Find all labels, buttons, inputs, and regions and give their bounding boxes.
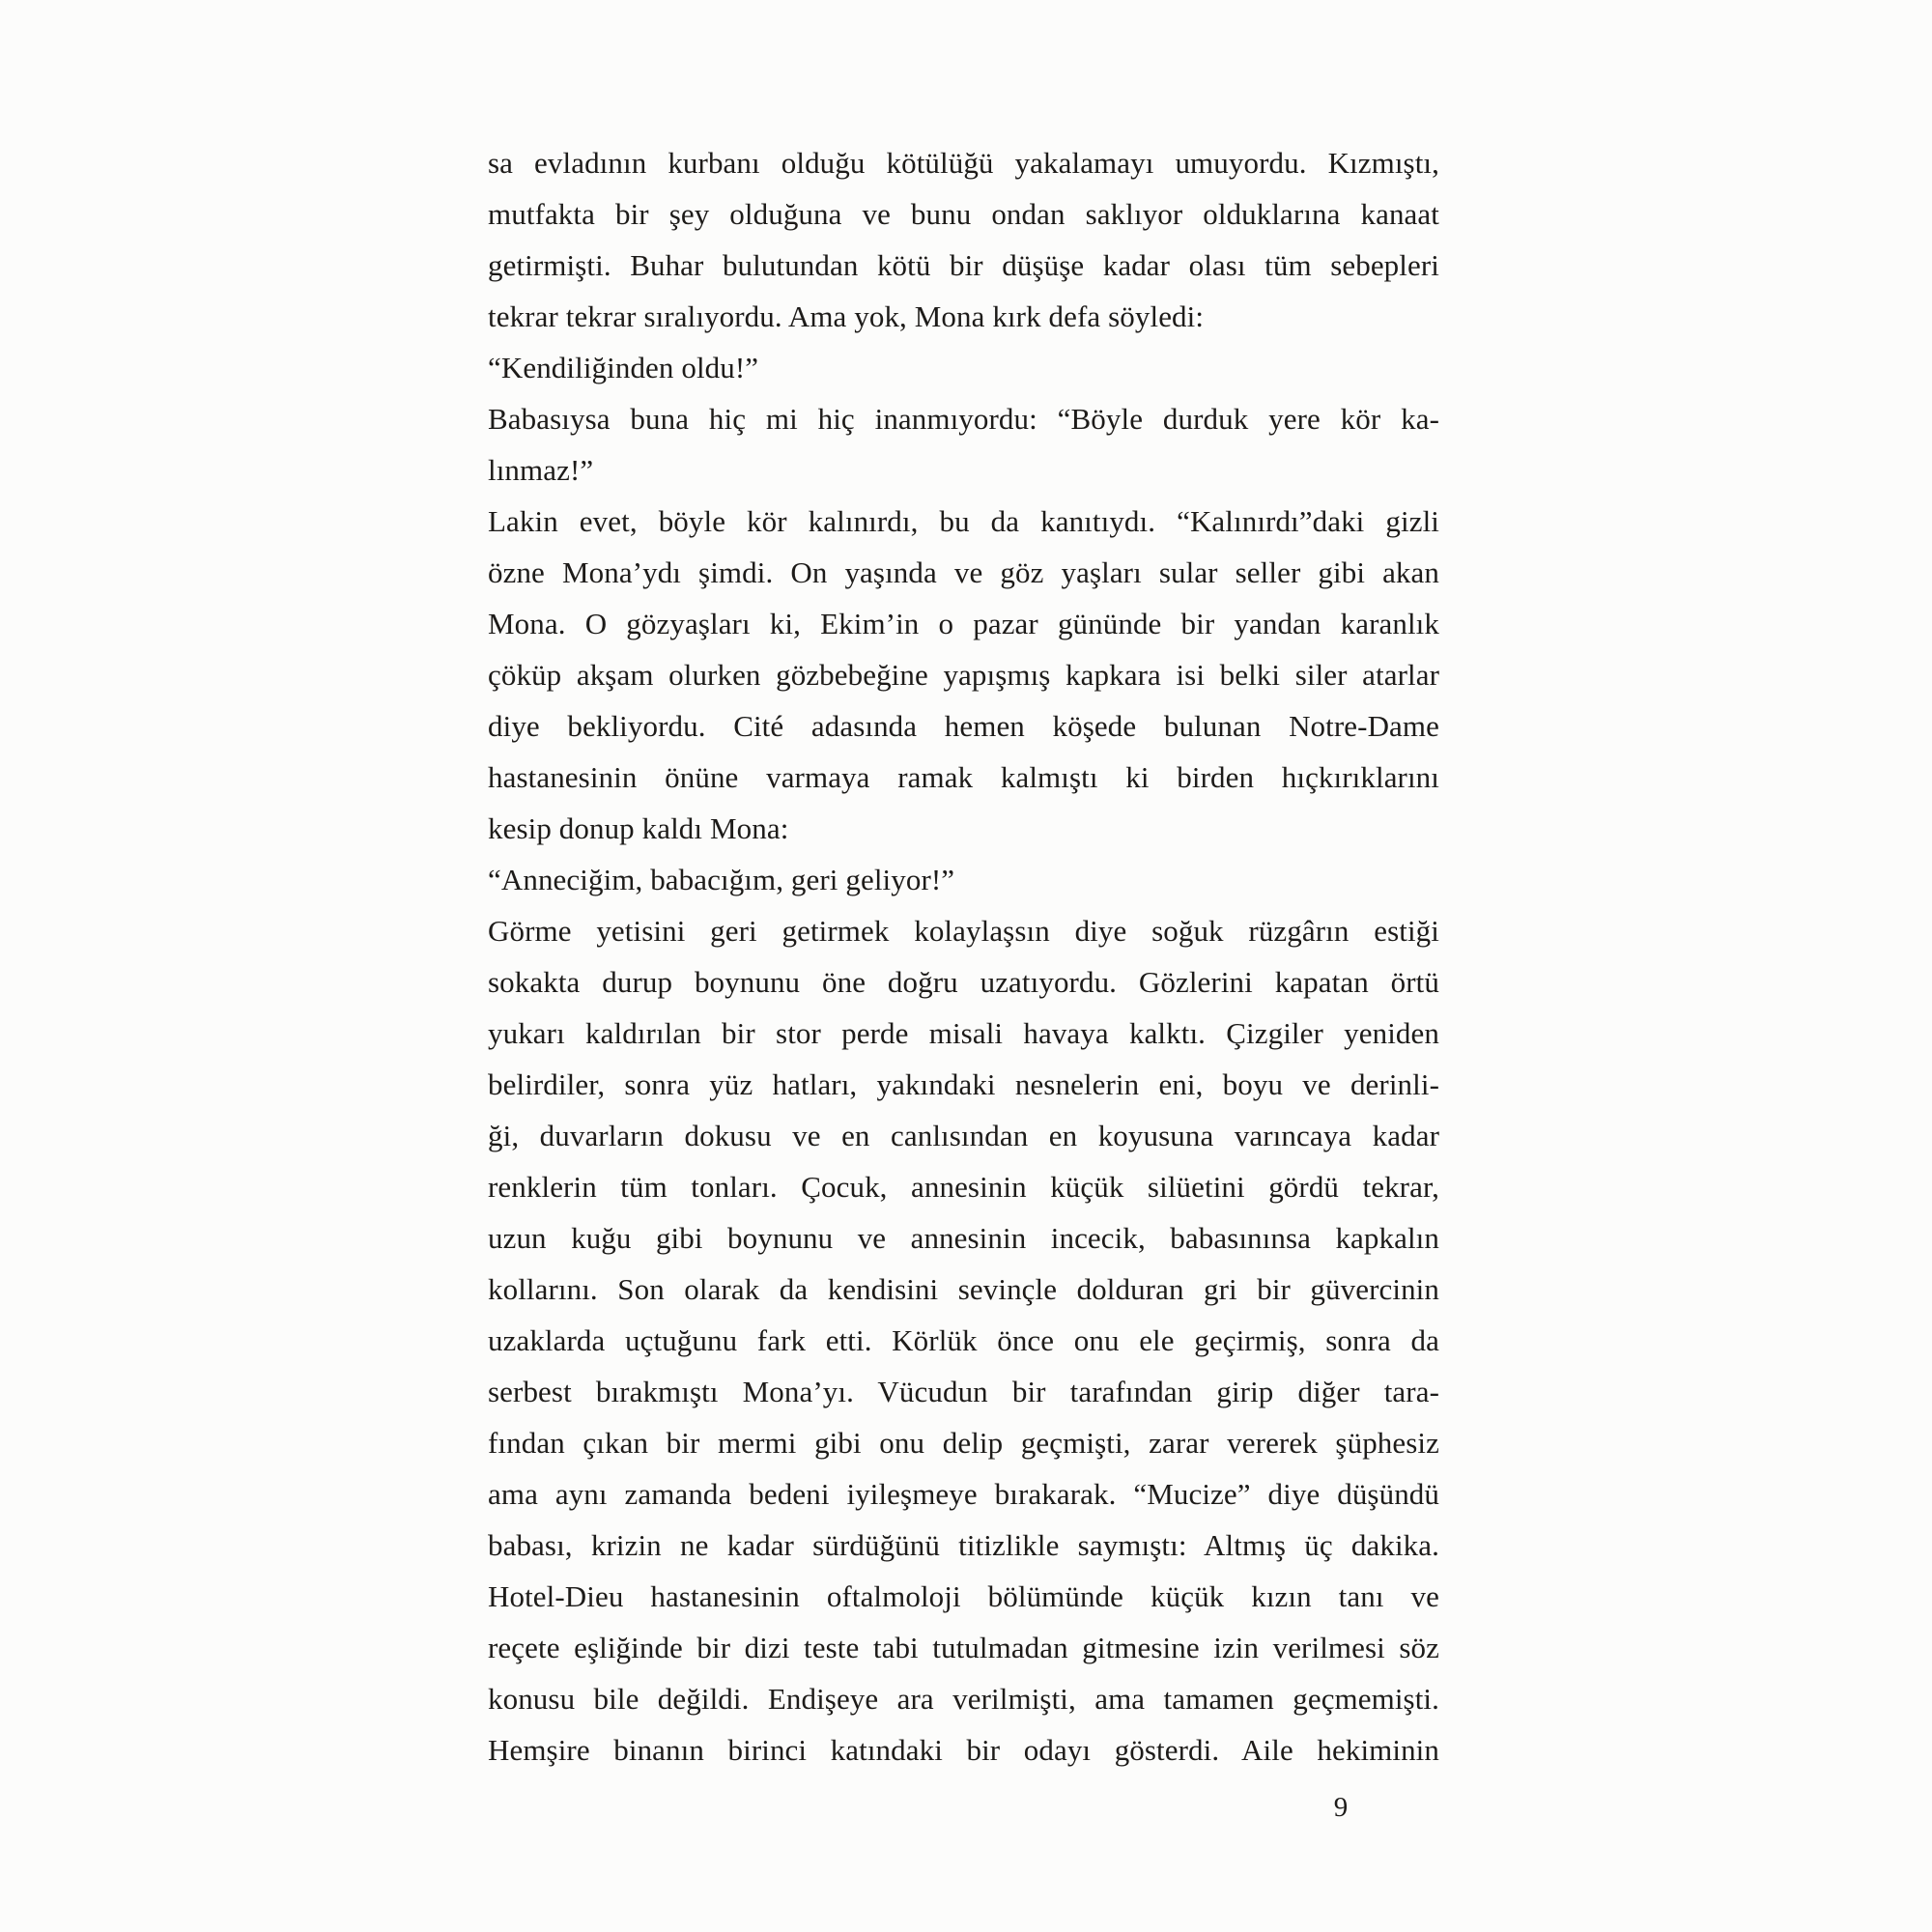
- text-line: getirmişti. Buhar bulutundan kötü bir düşüşe kadar olası tüm sebepleri: [488, 248, 1439, 282]
- page-number: 9: [1333, 1792, 1349, 1823]
- text-line: Lakin evet, böyle kör kalınırdı, bu da kanıtıydı. “Kalınırdı”daki gizli: [488, 504, 1439, 538]
- text-line: Hemşire binanın birinci katındaki bir odayı gösterdi. Aile hekiminin: [488, 1733, 1439, 1767]
- text-line: belirdiler, sonra yüz hatları, yakındaki nesnelerin eni, boyu ve derinli-: [488, 1067, 1439, 1101]
- text-line: kollarını. Son olarak da kendisini sevinçle dolduran gri bir güvercinin: [488, 1272, 1439, 1306]
- text-line: uzaklarda uçtuğunu fark etti. Körlük önce onu ele geçirmiş, sonra da: [488, 1323, 1439, 1357]
- text-line: Mona. O gözyaşları ki, Ekim’in o pazar gününde bir yandan karanlık: [488, 607, 1439, 640]
- text-line: ama aynı zamanda bedeni iyileşmeye bırakarak. “Mucize” diye düşündü: [488, 1477, 1439, 1511]
- text-line: “Anneciğim, babacığım, geri geliyor!”: [488, 863, 955, 896]
- text-line: Görme yetisini geri getirmek kolaylaşsın diye soğuk rüzgârın estiği: [488, 914, 1439, 948]
- text-line: özne Mona’ydı şimdi. On yaşında ve göz yaşları sular seller gibi akan: [488, 555, 1439, 589]
- text-line: reçete eşliğinde bir dizi teste tabi tutulmadan gitmesine izin verilmesi söz: [488, 1631, 1439, 1664]
- text-line: serbest bırakmıştı Mona’yı. Vücudun bir tarafından girip diğer tara-: [488, 1375, 1439, 1408]
- text-line: çöküp akşam olurken gözbebeğine yapışmış kapkara isi belki siler atarlar: [488, 658, 1439, 692]
- text-line: tekrar tekrar sıralıyordu. Ama yok, Mona kırk defa söyledi:: [488, 299, 1205, 333]
- text-line: hastanesinin önüne varmaya ramak kalmıştı ki birden hıçkırıklarını: [488, 760, 1439, 794]
- text-line: babası, krizin ne kadar sürdüğünü titizlikle saymıştı: Altmış üç dakika.: [488, 1528, 1439, 1562]
- text-line: lınmaz!”: [488, 453, 594, 487]
- text-line: fından çıkan bir mermi gibi onu delip geçmişti, zarar vererek şüphesiz: [488, 1426, 1439, 1460]
- text-line: sa evladının kurbanı olduğu kötülüğü yakalamayı umuyordu. Kızmıştı,: [488, 146, 1439, 180]
- text-line: uzun kuğu gibi boynunu ve annesinin incecik, babasınınsa kapkalın: [488, 1221, 1439, 1255]
- text-line: konusu bile değildi. Endişeye ara verilmişti, ama tamamen geçmemişti.: [488, 1682, 1439, 1716]
- text-line: sokakta durup boynunu öne doğru uzatıyordu. Gözlerini kapatan örtü: [488, 965, 1439, 999]
- text-line: Hotel-Dieu hastanesinin oftalmoloji bölümünde küçük kızın tanı ve: [488, 1579, 1439, 1613]
- text-line: renklerin tüm tonları. Çocuk, annesinin küçük silüetini gördü tekrar,: [488, 1170, 1439, 1204]
- text-line: “Kendiliğinden oldu!”: [488, 351, 759, 384]
- text-line: mutfakta bir şey olduğuna ve bunu ondan saklıyor olduklarına kanaat: [488, 197, 1439, 231]
- text-line: kesip donup kaldı Mona:: [488, 811, 789, 845]
- text-line: diye bekliyordu. Cité adasında hemen köşede bulunan Notre-Dame: [488, 709, 1439, 743]
- body-text: [488, 137, 1439, 1776]
- text-line: ği, duvarların dokusu ve en canlısından en koyusuna varıncaya kadar: [488, 1119, 1439, 1152]
- text-line: Babasıysa buna hiç mi hiç inanmıyordu: “Böyle durduk yere kör ka-: [488, 402, 1439, 436]
- text-line: yukarı kaldırılan bir stor perde misali havaya kalktı. Çizgiler yeniden: [488, 1016, 1439, 1050]
